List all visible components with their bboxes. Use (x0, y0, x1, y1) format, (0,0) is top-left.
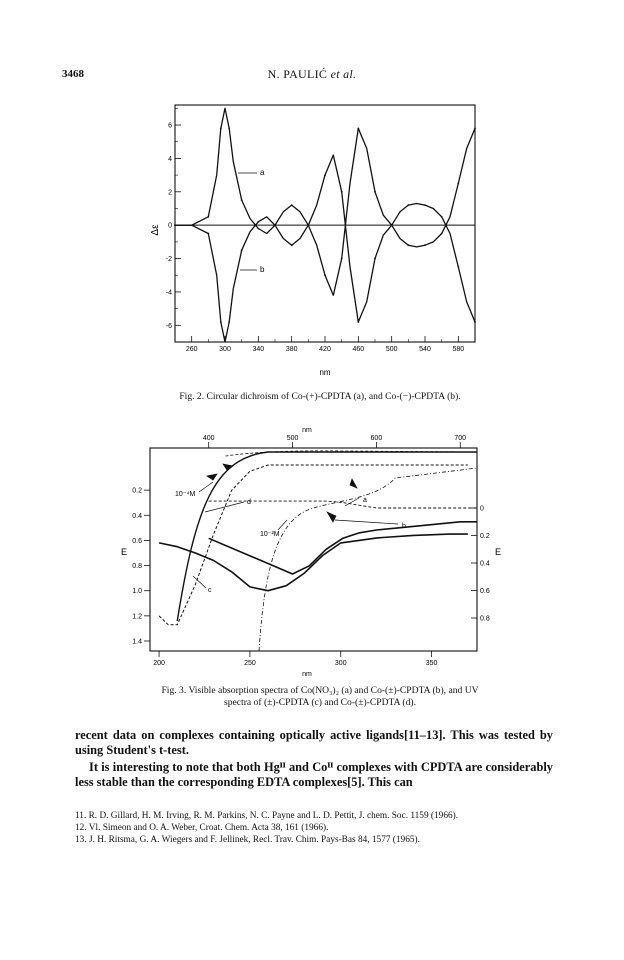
figure-3-caption (90, 685, 550, 709)
fig2-ytick-label: 4 (168, 155, 172, 163)
fig2-xtick-label: 300 (219, 346, 231, 353)
fig3-right-axis-label: E (495, 547, 502, 557)
fig2-point-a (424, 244, 426, 246)
fig3-annot-a: a (363, 497, 367, 504)
fig2-annot-b: b (260, 265, 265, 274)
fig2-point-a (241, 199, 243, 201)
fig2-ylabel: Δε (150, 224, 161, 236)
fig2-point-b (257, 221, 259, 223)
fig3-right-tick-label: 0.6 (480, 588, 490, 595)
fig2-point-b (207, 233, 209, 235)
fig2-xtick-label: 340 (252, 346, 265, 353)
fig2-point-a (220, 127, 222, 129)
fig2-point-a (228, 127, 230, 129)
fig2-ytick-label: 6 (168, 122, 172, 130)
fig2-ytick-label: 2 (168, 189, 172, 197)
fig2-series-b (175, 155, 475, 342)
fig2-point-b (374, 258, 376, 260)
fig3-bottom-axis-label: nm (302, 671, 312, 678)
fig3-right-tick-label: 0.2 (480, 533, 490, 540)
fig2-point-a (374, 191, 376, 193)
fig2-ytick-label: -4 (165, 289, 172, 297)
fig2-annot-a: a (260, 168, 265, 177)
fig3-bottom-tick-label: 200 (153, 660, 165, 667)
fig3-series-b (209, 522, 477, 574)
fig2-xtick-label: 540 (419, 346, 431, 353)
fig3-top-tick-label: 600 (370, 435, 383, 442)
fig2-point-a (407, 244, 409, 246)
fig2-ytick-label: -2 (165, 256, 172, 264)
fig3-left-tick-label: 1.0 (132, 588, 142, 596)
fig3-left-tick-label: 0.8 (132, 563, 142, 571)
fig3-annot-b: b (402, 523, 406, 530)
fig2-point-a (457, 183, 459, 185)
fig2-xtick-label: 500 (385, 346, 398, 353)
fig3-right-tick-label: 0 (480, 505, 484, 513)
fig3-top-axis-label: nm (302, 427, 312, 434)
fig2-point-b (357, 321, 359, 323)
fig2-xtick-label: 380 (285, 346, 298, 353)
fig3-solid-upper (177, 452, 477, 621)
fig3-annot-1e-4M: 10⁻⁴M (175, 491, 196, 498)
fig2-point-b (228, 321, 230, 323)
fig2-point-b (391, 224, 393, 226)
figure-3-caption-line2: spectra of (±)-CPDTA (c) and Co-(±)-CPDTA (d). (223, 697, 417, 708)
fig2-ytick-label: 0 (168, 222, 172, 230)
fig3-left-tick-label: 1.4 (132, 638, 142, 646)
fig2-point-b (220, 321, 222, 323)
fig2-xtick-label: 460 (352, 346, 365, 353)
body-paragraph-2: It is interesting to note that both Hgᴵᴵ and Coᴵᴵ complexes with CPDTA are considerably less stable than the corresponding EDTA complexes[5]. This can (75, 760, 553, 789)
fig3-dashdot-curve (259, 468, 477, 651)
fig2-point-a (324, 274, 326, 276)
fig3-leaders (193, 464, 398, 588)
reference-12: 12. Vl. Simeon and O. A. Weber, Croat. Chem. Acta 38, 161 (1966). (75, 823, 329, 833)
fig3-top-tick-label: 400 (202, 435, 215, 442)
fig2-point-b (324, 174, 326, 176)
fig2-point-b (307, 224, 309, 226)
page-number: 3468 (62, 68, 84, 80)
fig2-point-b (341, 191, 343, 193)
fig2-point-b (424, 204, 426, 206)
fig2-point-a (341, 258, 343, 260)
fig2-point-b (441, 216, 443, 218)
fig2-point-b (291, 244, 293, 246)
fig2-point-a (257, 228, 259, 230)
fig2-ytick-label: -6 (165, 322, 172, 330)
body-paragraph-1: recent data on complexes containing optically active ligands[11–13]. This was tested by using Student's t-test. (75, 728, 553, 757)
figure-2-chart (140, 95, 490, 385)
fig2-point-b (274, 224, 276, 226)
fig2-xlabel: nm (319, 368, 331, 377)
fig3-bottom-tick-label: 250 (244, 660, 256, 667)
fig2-point-b (407, 204, 409, 206)
fig3-left-tick-label: 0.4 (132, 512, 142, 520)
fig2-xtick-label: 580 (452, 346, 465, 353)
reference-11: 11. R. D. Gillard, H. M. Irving, R. M. Parkins, N. C. Payne and L. D. Pettit, J. chem. Soc. 1159 (1966). (75, 811, 459, 821)
reference-13: 13. J. H. Ritsma, G. A. Wiegers and F. Jellinek, Recl. Trav. Chim. Pays-Bas 84, 1577 (1965). (75, 835, 420, 845)
fig2-point-a (441, 233, 443, 235)
running-head-authors: N. PAULIĆ (267, 67, 328, 81)
fig3-frame (150, 448, 477, 651)
running-head-etal: et al. (330, 67, 357, 81)
fig3-annot-c: c (208, 587, 212, 594)
fig3-left-tick-label: 0.6 (132, 537, 142, 545)
fig3-bottom-tick-label: 300 (334, 660, 347, 667)
fig2-point-b (241, 249, 243, 251)
fig3-left-tick-label: 1.2 (132, 613, 142, 621)
fig2-point-b (174, 224, 176, 226)
figure-3-caption-line1: Fig. 3. Visible absorption spectra of Co(NO₃)₂ (a) and Co-(±)-CPDTA (b), and UV (161, 685, 479, 696)
figure-3-chart (95, 420, 525, 680)
fig3-top-tick-label: 700 (454, 435, 467, 442)
fig3-right-tick-label: 0.4 (480, 560, 490, 568)
fig2-point-b (474, 321, 476, 323)
fig2-xtick-label: 420 (319, 346, 331, 353)
fig2-series-a (175, 108, 475, 295)
running-head (0, 67, 624, 82)
fig3-bottom-tick-label: 350 (425, 660, 438, 667)
fig3-left-axis-label: E (121, 547, 128, 557)
fig2-xtick-label: 260 (185, 346, 198, 353)
fig2-point-a (291, 204, 293, 206)
fig2-point-a (357, 127, 359, 129)
fig3-annot-1e-2M: 10⁻²M (260, 531, 280, 538)
figure-2-caption: Fig. 2. Circular dichroism of Co-(+)-CPDTA (a), and Co-(−)-CPDTA (b). (179, 391, 461, 402)
fig2-point-a (207, 216, 209, 218)
references (75, 810, 553, 846)
fig2-point-b (457, 266, 459, 268)
fig3-right-tick-label: 0.8 (480, 615, 490, 623)
fig3-left-tick-label: 0.2 (132, 487, 142, 495)
fig3-series-c (159, 465, 468, 625)
fig3-top-tick-label: 500 (286, 435, 299, 442)
fig2-point-a (474, 127, 476, 129)
fig3-annot-d: d (247, 499, 251, 506)
